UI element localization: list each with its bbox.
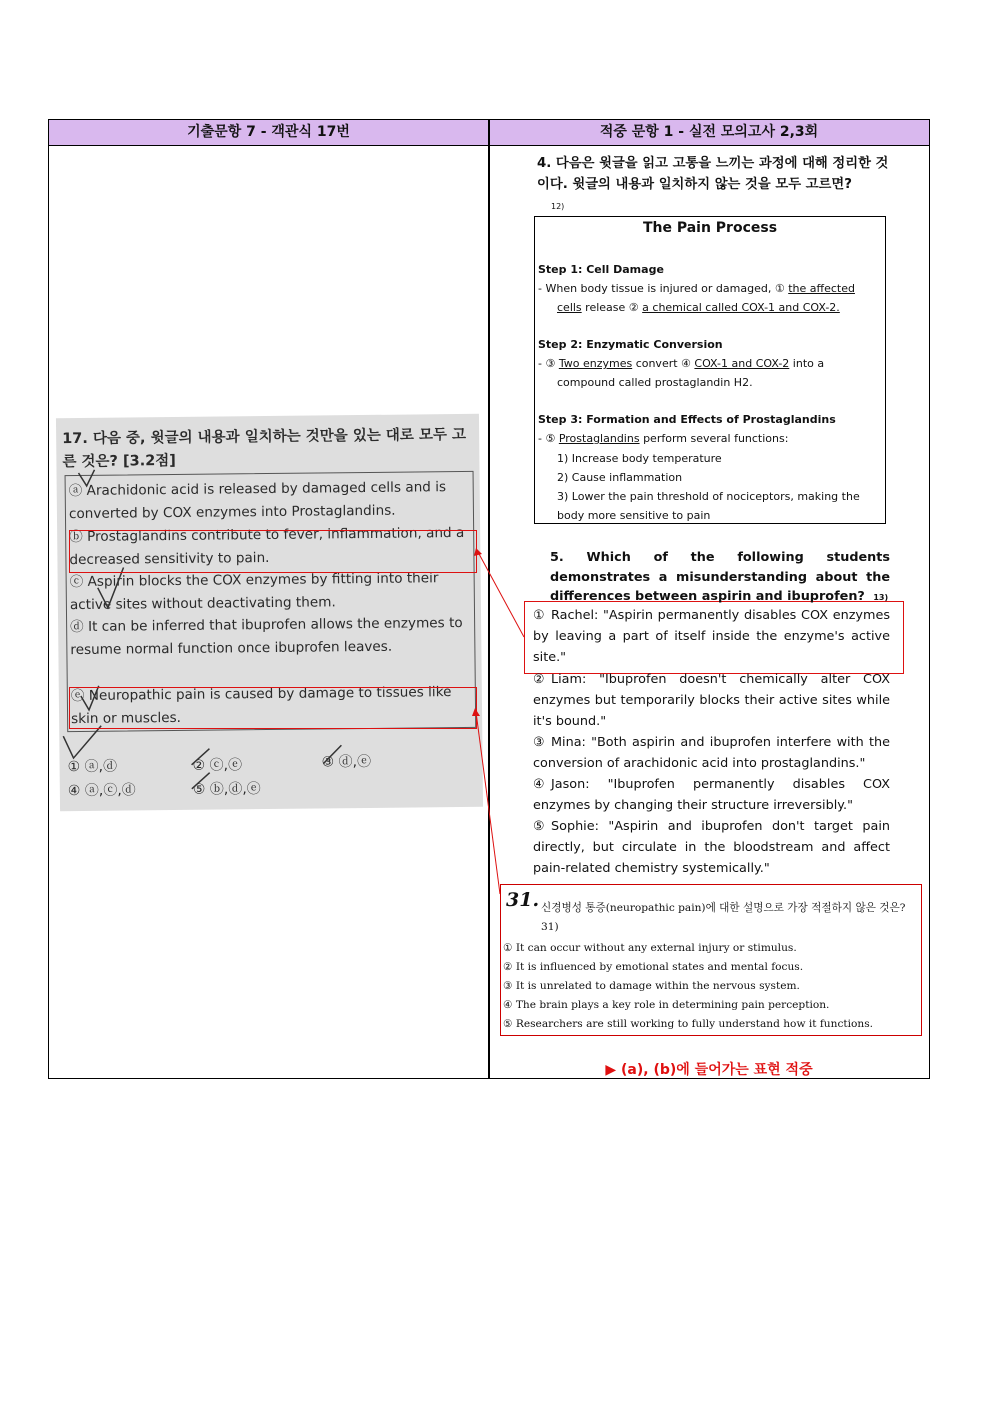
q5-choice-1: ① Rachel: "Aspirin permanently disables COX enzymes by leaving a part of itself inside the enzyme's active site." [533,608,890,665]
question-4 [537,153,893,217]
q31-choice-4: ④ The brain plays a key role in determining pain perception. [503,999,830,1011]
q31-choice-3: ③ It is unrelated to damage within the nervous system. [503,980,800,992]
q5-choice-4: ④ Jason: "Ibuprofen permanently disables COX enzymes by changing their structure irreversibly." [533,777,890,813]
scan-option-c: ⓒ Aspirin blocks the COX enzymes by fitting into their active sites without deactivating them. [69,570,439,614]
scan-option-d: ⓓ It can be inferred that ibuprofen allows the enzymes to resume normal function once ibuprofen leaves. [70,614,463,659]
pain-process-title: The Pain Process [642,220,778,236]
scan-option-b: ⓑ Prostaglandins contribute to fever, inflammation, and a decreased sensitivity to pain. [69,524,465,569]
q5-choice-2: ② Liam: "Ibuprofen doesn't chemically alter COX enzymes but temporarily blocks their active sites while it's bound." [533,672,890,729]
step3-function-3: 3) Lower the pain threshold of nociceptors, making the [557,490,860,503]
question-5-text: 5. Which of the following students demonstrates a misunderstanding about the differences between aspirin and ibuprofen? [550,550,890,604]
step1-line2: cells release ② a chemical called COX-1 and COX-2. [557,301,840,314]
q31-choice-5: ⑤ Researchers are still working to fully understand how it functions. [503,1018,874,1030]
question-31-number: 31. [506,889,540,911]
q31-choice-2: ② It is influenced by emotional states and mental focus. [503,961,804,973]
question-31-box [500,884,922,1036]
step3-function-1: 1) Increase body temperature [557,452,722,465]
question-5-footnote: 13) [873,593,889,602]
q5-choice-3: ③ Mina: "Both aspirin and ibuprofen interfere with the conversion of arachidonic acid into prostaglandins." [533,735,890,771]
header-left: 기출문항 7 - 객관식 17번 [49,120,489,146]
step3-heading: Step 3: Formation and Effects of Prostaglandins [538,413,836,426]
question-5 [550,548,890,608]
step1-heading: Step 1: Cell Damage [538,263,664,276]
step3-function-3b: body more sensitive to pain [557,509,711,522]
scan-answer-4: ④ ⓐ,ⓒ,ⓓ [67,782,136,800]
header-right: 적중 문항 1 - 실전 모의고사 2,3회 [489,120,929,146]
step2-line1: - ③ Two enzymes convert ④ COX-1 and COX-2 into a [538,357,825,370]
step1-line1: - When body tissue is injured or damaged, ① the affected [538,282,855,295]
scan-answer-2: ② ⓒ,ⓔ [192,757,243,774]
scan-answer-1: ① ⓐ,ⓓ [67,758,118,776]
question-4-text: 4. 다음은 윗글을 읽고 고통을 느끼는 과정에 대해 정리한 것이다. 윗글의 내용과 일치하지 않는 것을 모두 고르면? [537,156,889,192]
pain-process-box [534,216,886,524]
step3-line1: - ⑤ Prostaglandins perform several functions: [538,432,789,445]
step2-heading: Step 2: Enzymatic Conversion [538,338,723,351]
scan-option-e: ⓔ Neuropathic pain is caused by damage to tissues like skin or muscles. [70,684,452,728]
step2-line2: compound called prostaglandin H2. [557,376,753,389]
scan-option-a: ⓐ Arachidonic acid is released by damaged cells and is converted by COX enzymes into Prostaglandins. [68,479,447,523]
q5-choice-5: ⑤ Sophie: "Aspirin and ibuprofen don't target pain directly, but circulate in the bloodstream and affect pain-related chemistry systemically." [533,819,890,876]
scan-answer-3: ③ ⓓ,ⓔ [321,753,372,771]
scan-question-title: 17. 다음 중, 윗글의 내용과 일치하는 것만을 있는 대로 모두 고른 것은? [3.2점] [62,426,467,471]
question-31-text: 신경병성 통증(neuropathic pain)에 대한 설명으로 가장 적절하지 않은 것은? 31) [541,902,906,933]
q31-choice-1: ① It can occur without any external injury or stimulus. [503,942,797,954]
question-4-footnote: 12) [551,202,565,211]
scan-answer-5: ⑤ ⓑ,ⓓ,ⓔ [192,781,261,798]
hit-note: ▶ (a), (b)에 들어가는 표현 적중 [605,1062,813,1078]
step3-function-2: 2) Cause inflammation [557,471,683,484]
